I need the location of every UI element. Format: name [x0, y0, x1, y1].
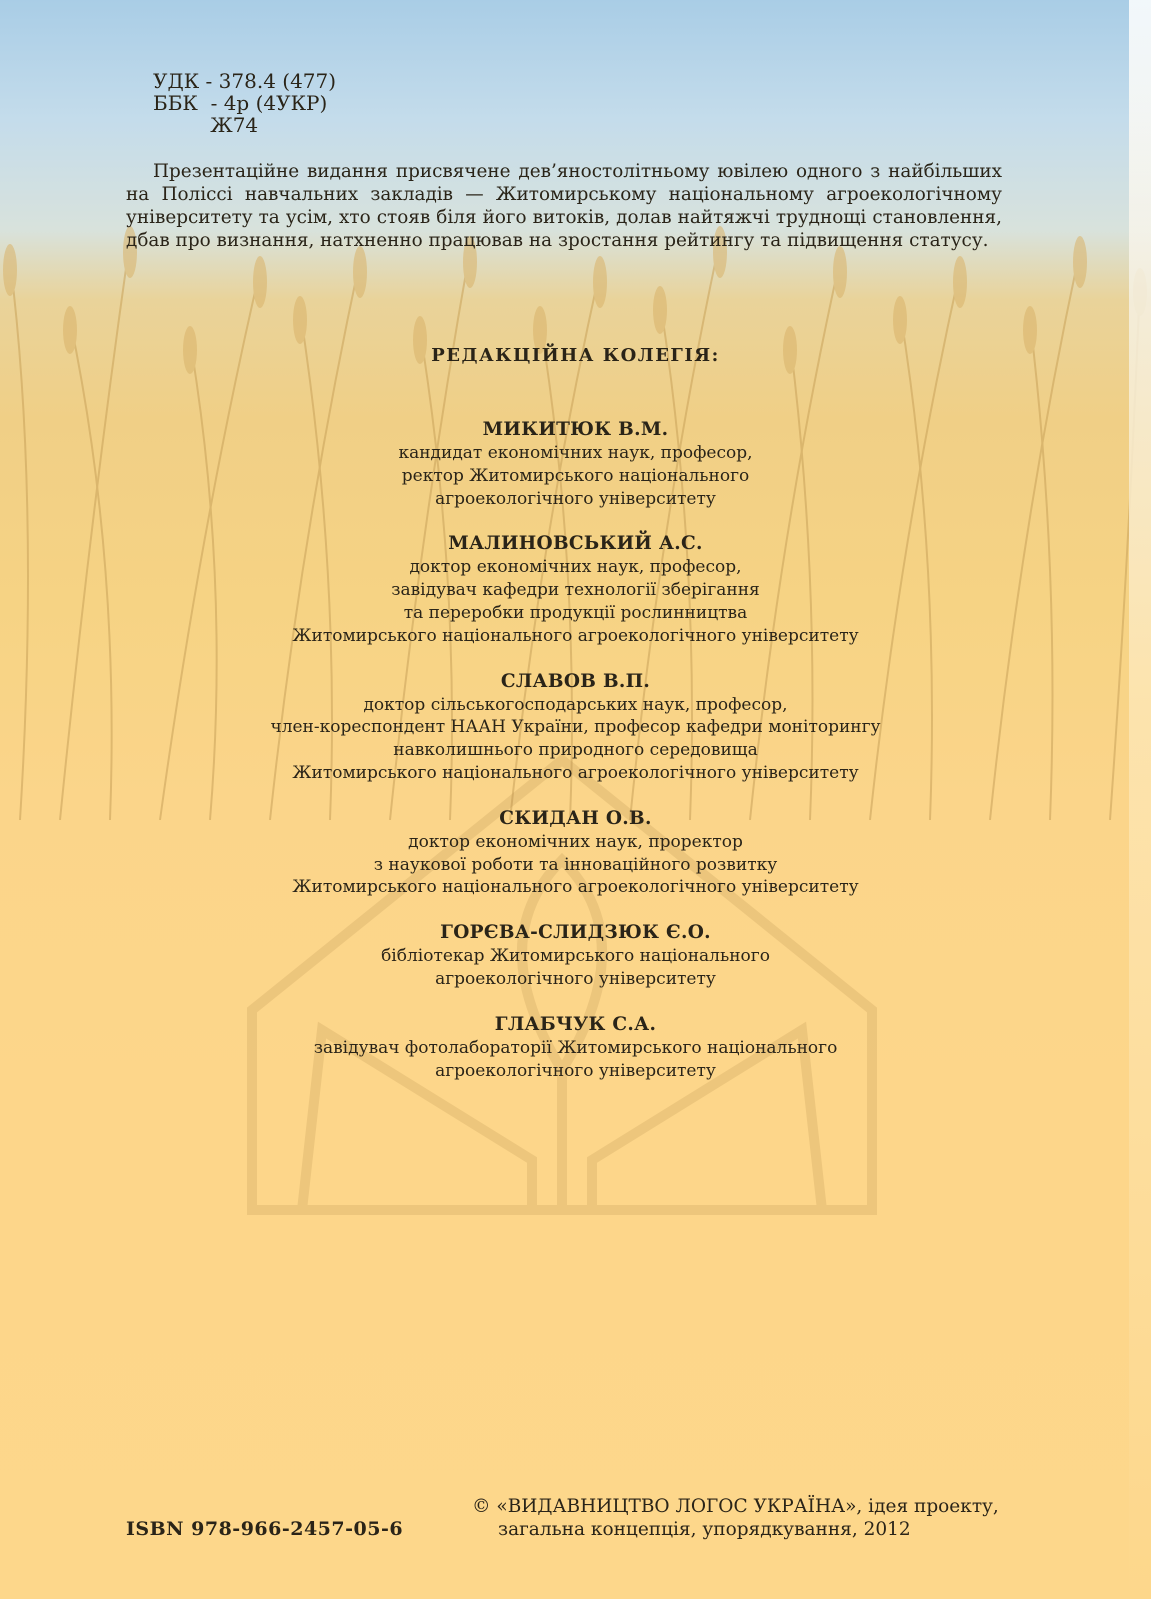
- member-name: СКИДАН О.В.: [499, 807, 652, 829]
- author-sign-code: Ж74: [153, 113, 259, 137]
- member-title-line: доктор сільськогосподарських наук, професор,: [363, 694, 788, 715]
- udk-code: УДК - 378.4 (477): [153, 69, 337, 93]
- editorial-board-heading: РЕДАКЦІЙНА КОЛЕГІЯ:: [431, 345, 720, 366]
- member-title-line: завідувач фотолабораторії Житомирського національного: [313, 1037, 838, 1058]
- board-member: [0, 418, 1151, 510]
- member-title-line: Житомирського національного агроекологічного університету: [292, 877, 859, 898]
- member-title-line: кандидат економічних наук, професор,: [398, 443, 753, 463]
- member-name: МАЛИНОВСЬКИЙ А.С.: [448, 533, 703, 555]
- member-title-line: та переробки продукції рослинництва: [403, 602, 748, 623]
- board-member: [0, 807, 1151, 899]
- member-title-line: агроекологічного університету: [435, 488, 716, 509]
- intro-paragraph: Презентаційне видання присвячене дев’яностолітньому ювілею одного з найбільших на Поліссі навчальних закладів — Житомирському національному агроекологічному університету та усім, хто стояв біля його витоків, долав найтяжчі труднощі становлення, дбав про визнання, натхненно працював на зростання рейтингу та підвищення статусу.: [126, 161, 1002, 251]
- isbn-number: ISBN 978-966-2457-05-6: [126, 1518, 404, 1540]
- member-name: ГЛАБЧУК С.А.: [494, 1013, 657, 1035]
- member-name: МИКИТЮК В.М.: [482, 419, 669, 440]
- bbk-code: ББК - 4р (4УКР): [153, 91, 328, 115]
- member-title-line: бібліотекар Житомирського національного: [381, 946, 770, 967]
- copyright-line: загальна концепція, упорядкування, 2012: [498, 1519, 911, 1540]
- member-title-line: Житомирського національного агроекологічного університету: [292, 762, 859, 783]
- member-name: ГОРЄВА-СЛИДЗЮК Є.О.: [440, 922, 711, 944]
- classification-codes: [153, 70, 336, 136]
- copyright-line: © «ВИДАВНИЦТВО ЛОГОС УКРАЇНА», ідея проекту,: [472, 1496, 999, 1517]
- member-title-line: агроекологічного університету: [435, 968, 716, 989]
- member-title-line: з наукової роботи та інноваційного розвитку: [373, 854, 778, 875]
- member-title-line: навколишнього природного середовища: [393, 740, 758, 761]
- member-title-line: доктор економічних наук, професор,: [409, 557, 742, 578]
- board-member: [0, 921, 1151, 991]
- editorial-board-list: [0, 418, 1151, 1104]
- member-title-line: завідувач кафедри технології зберігання: [391, 580, 760, 601]
- member-name: СЛАВОВ В.П.: [500, 670, 651, 692]
- board-member: [0, 1013, 1151, 1083]
- member-title-line: ректор Житомирського національного: [401, 465, 750, 486]
- member-title-line: член-кореспондент НААН України, професор кафедри моніторингу: [270, 717, 881, 738]
- board-member: [0, 532, 1151, 647]
- copyright-notice: [472, 1495, 999, 1541]
- board-member: [0, 670, 1151, 785]
- member-title-line: доктор економічних наук, проректор: [408, 831, 743, 852]
- member-title-line: Житомирського національного агроекологічного університету: [292, 625, 859, 646]
- member-title-line: агроекологічного університету: [435, 1060, 716, 1081]
